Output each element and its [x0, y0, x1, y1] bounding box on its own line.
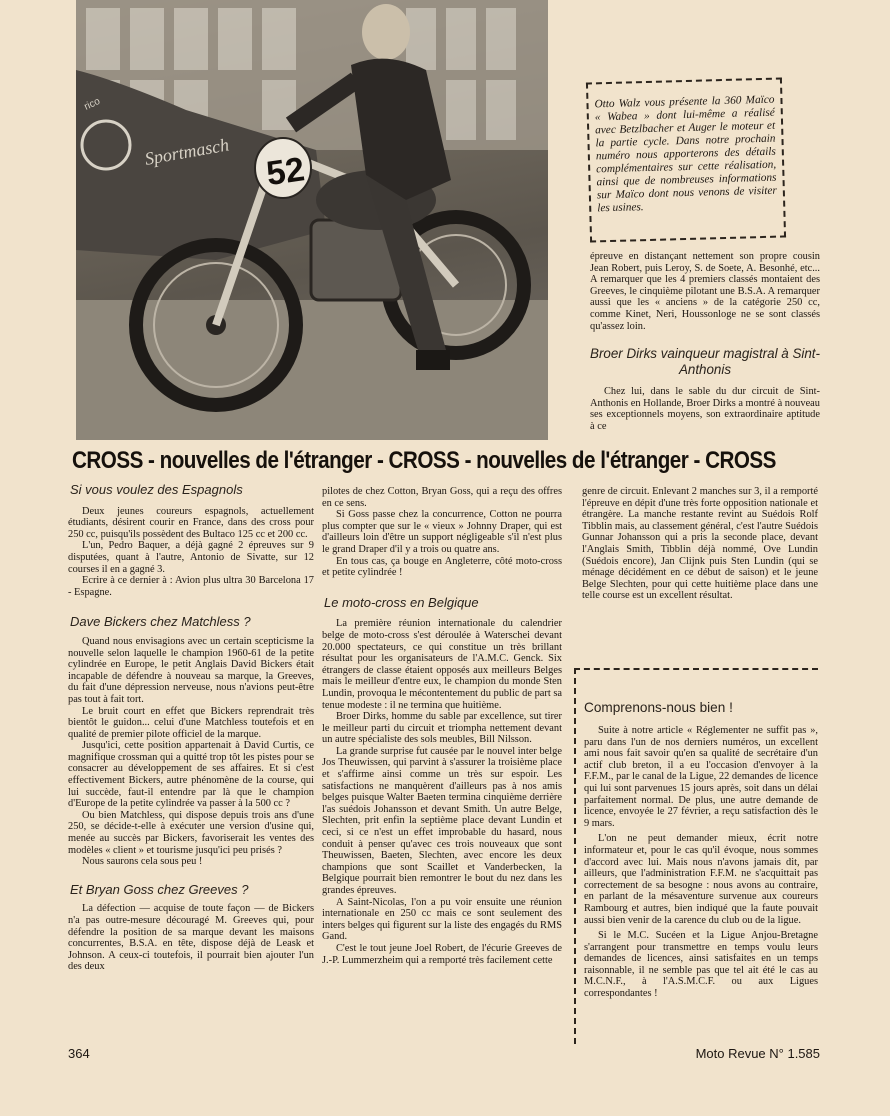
page-number: 364 [68, 1046, 90, 1061]
paragraph: Chez lui, dans le sable du dur circuit de Sint-Anthonis en Hollande, Broer Dirks a montré à nouveau ses exceptionnels moyens, son extraordinaire aptitude à ce [590, 386, 820, 432]
paragraph: C'est le tout jeune Joel Robert, de l'écurie Greeves de J.-P. Lummerzheim qui a remporté très facilement cette [322, 942, 562, 966]
section-heading: Dave Bickers chez Matchless ? [70, 614, 251, 630]
paragraph: Suite à notre article « Réglementer ne suffit pas », paru dans l'un de nos derniers numéros, un excellent ami nous fait savoir qu'en sa qualité de secrétaire d'un actif club breton, il a eu l'occasion d'envoyer à la F.F.M., par le canal de la Ligue, 22 demandes de licence qui lui sont parvenues 15 jours après, soit dans un délai parfaitement normal. De plus, une autre demande de licence, envoyée le 27 février, a reçu satisfaction dès le 9 mars. [584, 725, 818, 829]
cross-banner: CROSS - nouvelles de l'étranger - CROSS - nouvelles de l'étranger - CROSS [72, 447, 776, 474]
section-heading: Comprenons-nous bien ! [584, 700, 733, 715]
right-column-top [590, 251, 820, 433]
sidecar-emblem-text: rico [82, 95, 102, 113]
paragraph: L'on ne peut demander mieux, écrit notre informateur et, pour le cas qu'il évoque, nous sommes d'accord avec lui. Mais nous n'avons jamais dit, par ailleurs, que l'administration F.F.M. ne s'acquittait pas correctement de sa besogne : nous avons au contraire, en parlant de la mésaventure survenue aux coureurs Rambourg et autres, bien indiqué que la faute pouvait aussi bien venir de la carence du club ou de la ligue. [584, 833, 818, 926]
column-1 [68, 484, 314, 973]
paragraph: Ou bien Matchless, qui dispose depuis trois ans d'une 250, se décide-t-elle à exécuter une version d'usine qui, menée au succès par Bickers, favoriserait les ventes des modèles « client » et tourisme jusqu'ici peu prisés ? [68, 809, 314, 856]
paragraph: genre de circuit. Enlevant 2 manches sur 3, il a remporté l'épreuve en dépit d'une très forte opposition nationale et étrangère. La manche restante revint au Suédois Rolf Tibblin mais, au classement général, c'est l'autre Suédois Gunnar Johansson qui a pris la seconde place, devant l'Anglais Smith, Tibblin déjà nommé, Ove Lundin (Suédois encore), Jan Clijnk puis Sten Lundin (qui se ménage décidément en ce début de saison) et le jeune Belge Slechten, pour qui cette huitième place dans une telle course est un excellent résultat. [582, 486, 818, 602]
photo-caption: Otto Walz vous présente la 360 Maïco « Wabea » dont lui-même a réalisé avec Betzlbacher et Auger le moteur et la partie cycle. Dans notre prochain numéro nous apporterons des détails complémentaires sur cette réalisation, ainsi que de nombreuses informations sur Maïco dont nous venons de visiter les usines. [594, 93, 777, 215]
column-2 [322, 486, 562, 966]
section-heading: Et Bryan Goss chez Greeves ? [70, 881, 249, 897]
paragraph: pilotes de chez Cotton, Bryan Goss, qui a reçu des offres en ce sens. [322, 486, 562, 509]
sidecar-text: Sportmasch [143, 134, 231, 169]
publication-name: Moto Revue N° 1.585 [695, 1046, 820, 1061]
number-plate: 52 [264, 150, 307, 194]
paragraph: En tous cas, ça bouge en Angleterre, côté moto-cross et petite cylindrée ! [322, 555, 562, 579]
rider-head [362, 4, 410, 60]
paragraph: La grande surprise fut causée par le nouvel inter belge Jos Theuwissen, qui parvint à s'assurer la troisième place et s'affirme ainsi comme un très sur espoir. Les satisfactions ne manquèrent d'ailleurs pas à nos amis belges puisque Walter Baeten termina cinquième derrière l'as suédois Johansson et devant Smith. Un autre Belge, Slechten, prit enfin la septième place devant Lundin et ceci, si ce n'est un effet improbable du hasard, nous conduit à penser qu'avec ces trois nouveaux que sont Theuwissen, Baeten, Slechten, avec encore les deux champions que sont Scaillet et Vanderbecken, la Belgique pourrait bien remontrer le bout du nez dans les grandes épreuves. [322, 745, 562, 896]
comprenons-box [574, 668, 818, 1044]
section-heading: Si vous voulez des Espagnols [70, 482, 243, 497]
photo-caption-box [586, 77, 786, 242]
column-3 [582, 486, 818, 602]
paragraph: A Saint-Nicolas, l'on a pu voir ensuite une réunion internationale en 250 cc mais ce sont seulement des inters belges qui figurent sur la liste des engagés du RMS Gand. [322, 896, 562, 943]
paragraph: La première réunion internationale du calendrier belge de moto-cross s'est déroulée à Waterschei devant 20.000 spectateurs, ce qui constitue un très brillant résultat pour les organisateurs de l'A.M.C. Genck. Six étrangers de classe étaient opposés aux meilleurs Belges mais le meilleur d'entre eux, le champion du monde Sten Lundin, provoqua le mécontentement du public de part sa tenue modeste : il ne termina que huitième. [322, 618, 562, 711]
paragraph: Broer Dirks, homme du sable par excellence, sut tirer le meilleur parti du circuit et triompha nettement devant un autre spécialiste des sols meubles, Bill Nilsson. [322, 711, 562, 746]
paragraph: La défection — acquise de toute façon — de Bickers n'a pas outre-mesure découragé M. Greeves qui, pour défendre la position de sa marque devant les maisons concurrentes, B.S.A. en tête, dispose déjà de Leask et Johnson. A ceux-ci toutefois, il pourrait bien ajouter l'un des deux [68, 903, 314, 973]
paragraph: Quand nous envisagions avec un certain scepticisme la nouvelle selon laquelle le champion 1960-61 de la petite cylindrée en Europe, le petit Anglais David Bickers était incapable de défendre à nouveau sa marque, la Greeves, du fait d'une dépression nerveuse, nous n'avions peut-être pas tout à fait tort. [68, 635, 314, 705]
motorcycle-illustration [76, 0, 548, 440]
paragraph: Deux jeunes coureurs espagnols, actuellement étudiants, désirent courir en France, dans des cross pour 250 cc, puisqu'ils possèdent des Bultaco 125 cc et 200 cc. [68, 505, 314, 540]
paragraph: Jusqu'ici, cette position appartenait à David Curtis, ce magnifique crossman qui a quitté trop tôt les pistes pour se consacrer au développement de ses affaires. Et si c'est effectivement Bickers, autre phénomène de la course, qui lui succède, faut-il entendre par là que le champion d'Europe de la petite cylindrée va passer à la 500 cc ? [68, 740, 314, 810]
section-heading: Le moto-cross en Belgique [324, 594, 479, 610]
paragraph: épreuve en distançant nettement son propre cousin Jean Robert, puis Leroy, S. de Soete, A. Besonhé, etc... A remarquer que les 4 premiers classés montaient des Greeves, le cinquième pilotant une B.S.A. A remarquer aussi que les « anciens » de la catégorie 250 cc, comme Kinet, Neri, Houssonloge ne se sont classés qu'assez loin. [590, 251, 820, 332]
section-heading: Broer Dirks vainqueur magistral à Sint-Anthonis [590, 346, 820, 378]
paragraph: Ecrire à ce dernier à : Avion plus ultra 30 Barcelona 17 - Espagne. [68, 575, 314, 598]
paragraph: Nous saurons cela sous peu ! [82, 856, 203, 868]
paragraph: Le bruit court en effet que Bickers reprendrait très bientôt le guidon... celui d'une Matchless toutefois et en qualité de premier pilote officiel de la marque. [68, 705, 314, 740]
paragraph: L'un, Pedro Baquer, a déjà gagné 2 épreuves sur 9 disputées, quant à l'autre, Antonio de Sivatte, sur 12 courses il en a gagné 3. [68, 540, 314, 575]
rider-photo [76, 0, 548, 440]
paragraph: Si Goss passe chez la concurrence, Cotton ne pourra plus compter que sur le « vieux » Johnny Draper, qui est d'ailleurs loin d'être un support négligeable s'il n'est plus le grand Draper d'il y a trois ou quatre ans. [322, 509, 562, 555]
paragraph: Si le M.C. Sucéen et la Ligue Anjou-Bretagne s'arrangent pour transmettre en temps voulu leurs demandes de licences, ainsi satisfaites en un temps raisonnable, il ne semble pas que tel ait été le cas au M.C.N.F., à l'A.S.M.C.F. ou aux Ligues correspondantes ! [584, 930, 818, 1000]
